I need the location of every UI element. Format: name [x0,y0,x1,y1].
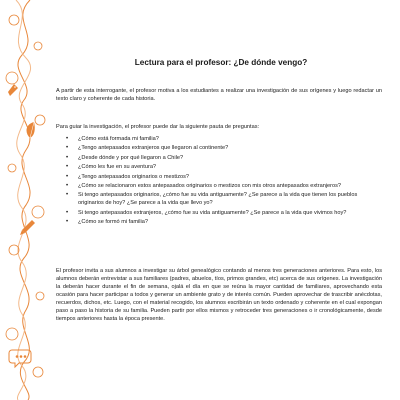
leaf-icon [27,122,35,138]
guide-intro-paragraph: Para guiar la investigación, el profesor puede dar la siguiente pauta de preguntas: [56,124,260,130]
speech-bubble-icon [9,350,31,367]
list-item: • ¿Cómo está formada mi familia? [66,135,382,143]
list-item: • ¿Cómo se relacionaron estos antepasados originarios o mestizos con mis otros antepasados extranjeros? [66,182,382,190]
document-page [56,0,386,400]
closing-paragraph: El profesor invita a sus alumnos a investigar su árbol genealógico contando al menos tres generaciones anteriores. Para esto, los alumnos deberán entrevistar a sus familiares (padres, abuelos, tíos, primos grandes, etc) acerca de sus orígenes. La investigación la deberán hacer durante el fin de semana, ojalá el día en que se reúna la mayor cantidad de familiares, aprovechando esta ocasión para hacer participar a todos y generar un ambiente grato y de interés común. Pueden aprovechar de trascribir anécdotas, recuerdos, dichos, etc. Luego, con el material recogido, los alumnos escribirán un texto ordenado y coherente en el cual expongan paso a paso la historia de su familia. Pueden partir por ellos mismos y retroceder tres generaciones o ir cronológicamente, desde tiempos anteriores hasta la época presente. [56,268,382,322]
intro-paragraph: A partir de esta interrogante, el profesor motiva a los estudiantes a realizar una investigación de sus orígenes y luego redactar un texto claro y coherente de cada historia. [56,88,382,102]
question-list [66,135,382,228]
list-item: • ¿Cómo se formó mi familia? [66,218,382,226]
pencil-icon [20,220,35,235]
list-item: • ¿Desde dónde y por qué llegaron a Chile? [66,154,382,162]
list-item: • ¿Tengo antepasados originarios o mestizos? [66,173,382,181]
list-item: • ¿Tengo antepasados extranjeros que llegaron al continente? [66,144,382,152]
page-title: Lectura para el profesor: ¿De dónde vengo? [134,58,308,67]
list-item: • Si tengo antepasados originarios, ¿cómo fue su vida antiguamente? ¿Se parece a la vida que tienen los pueblos originarios de hoy? ¿Se parece a la vida que llevo yo? [66,191,382,207]
pen-nib-icon [8,84,18,96]
list-item: • Si tengo antepasados extranjeros, ¿cómo fue su vida antiguamente? ¿Se parece a la vida que vivimos hoy? [66,209,382,217]
list-item: • ¿Cómo les fue en su aventura? [66,163,382,171]
decorative-border [0,0,52,400]
